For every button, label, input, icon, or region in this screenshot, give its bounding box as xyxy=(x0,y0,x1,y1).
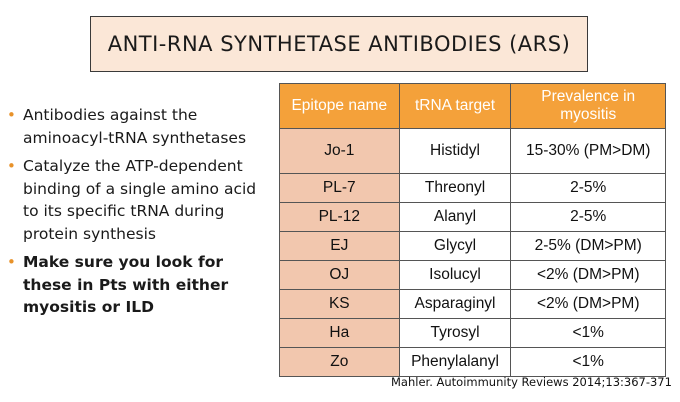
title-box xyxy=(90,16,588,72)
bullet-dot-icon: • xyxy=(7,253,16,271)
trna-cell: Tyrosyl xyxy=(399,319,511,348)
trna-cell: Glycyl xyxy=(399,232,511,261)
table-row xyxy=(280,319,666,348)
header-epitope-name: Epitope name xyxy=(280,84,400,129)
prevalence-cell: 2-5% (DM>PM) xyxy=(511,232,666,261)
bullet-item xyxy=(7,155,265,245)
epitope-cell: PL-7 xyxy=(280,174,400,203)
prevalence-cell: 2-5% xyxy=(511,174,666,203)
prevalence-cell: <1% xyxy=(511,319,666,348)
bullet-text: Make sure you look for these in Pts with either myositis or ILD xyxy=(23,253,229,316)
epitope-cell: KS xyxy=(280,290,400,319)
epitope-cell: EJ xyxy=(280,232,400,261)
header-trna-target: tRNA target xyxy=(399,84,511,129)
bullet-dot-icon: • xyxy=(7,106,16,124)
bullet-item xyxy=(7,251,265,319)
epitope-cell: Zo xyxy=(280,348,400,377)
trna-cell: Alanyl xyxy=(399,203,511,232)
citation: Mahler. Autoimmunity Reviews 2014;13:367-371 xyxy=(391,375,672,389)
table-row xyxy=(280,129,666,174)
table-header-row xyxy=(280,84,666,129)
epitope-cell: Ha xyxy=(280,319,400,348)
trna-cell: Isolucyl xyxy=(399,261,511,290)
prevalence-cell: 15-30% (PM>DM) xyxy=(511,129,666,174)
header-prevalence: Prevalence in myositis xyxy=(511,84,666,129)
slide-title: ANTI-RNA SYNTHETASE ANTIBODIES (ARS) xyxy=(107,32,571,56)
prevalence-cell: <1% xyxy=(511,348,666,377)
trna-cell: Threonyl xyxy=(399,174,511,203)
table-row xyxy=(280,232,666,261)
prevalence-cell: <2% (DM>PM) xyxy=(511,261,666,290)
table-row xyxy=(280,174,666,203)
bullet-item xyxy=(7,104,265,149)
table-row xyxy=(280,203,666,232)
bullet-dot-icon: • xyxy=(7,157,16,175)
trna-cell: Phenylalanyl xyxy=(399,348,511,377)
bullet-text: Antibodies against the aminoacyl-tRNA synthetases xyxy=(23,106,247,147)
ars-table xyxy=(279,83,666,377)
trna-cell: Asparaginyl xyxy=(399,290,511,319)
table-row xyxy=(280,261,666,290)
bullet-list xyxy=(7,104,265,325)
epitope-cell: OJ xyxy=(280,261,400,290)
prevalence-cell: <2% (DM>PM) xyxy=(511,290,666,319)
bullet-text: Catalyze the ATP-dependent binding of a single amino acid to its specific tRNA during protein synthesis xyxy=(23,157,257,243)
table-row xyxy=(280,290,666,319)
epitope-cell: PL-12 xyxy=(280,203,400,232)
trna-cell: Histidyl xyxy=(399,129,511,174)
table-row xyxy=(280,348,666,377)
prevalence-cell: 2-5% xyxy=(511,203,666,232)
epitope-cell: Jo-1 xyxy=(280,129,400,174)
